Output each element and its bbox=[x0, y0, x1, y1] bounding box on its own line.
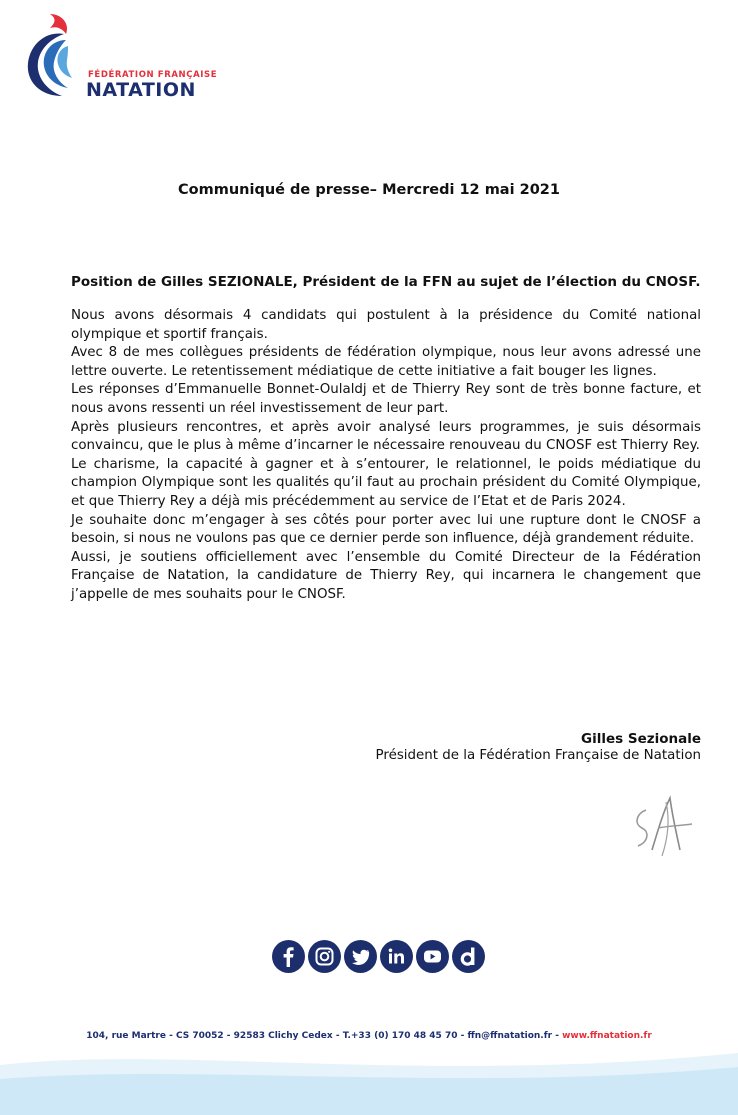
body-text bbox=[71, 307, 701, 605]
footer-contact bbox=[0, 1031, 738, 1041]
social-links bbox=[272, 940, 485, 976]
paragraph: Je souhaite donc m’engager à ses côtés pour porter avec lui une rupture dont le CNOSF a besoin, si nous ne voulons pas que ce dernier perde son influence, déjà grandement réduite. bbox=[71, 512, 701, 547]
footer-address: 104, rue Martre - CS 70052 - 92583 Clichy Cedex - T.+33 (0) 170 48 45 70 - ffn@ffnatation.fr - bbox=[86, 1031, 563, 1041]
footer-wave bbox=[0, 1045, 738, 1115]
paragraph: Aussi, je soutiens officiellement avec l’ensemble du Comité Directeur de la Fédération Française de Natation, la candidature de Thierry Rey, qui incarnera le changement que j’appelle de mes souhaits pour le CNOSF. bbox=[71, 549, 701, 602]
handwritten-signature bbox=[618, 780, 708, 875]
signatory-name: Gilles Sezionale bbox=[581, 731, 701, 747]
paragraph: Avec 8 de mes collègues présidents de fédération olympique, nous leur avons adressé une lettre ouverte. Le retentissement médiatique de cette initiative a fait bouger les lignes. bbox=[71, 345, 701, 379]
headline: Position de Gilles SEZIONALE, Président de la FFN au sujet de l’élection du CNOSF. bbox=[71, 274, 701, 290]
linkedin-icon[interactable] bbox=[380, 940, 413, 973]
instagram-icon[interactable] bbox=[308, 940, 341, 973]
signatory-role: Président de la Fédération Française de Natation bbox=[375, 748, 701, 763]
youtube-icon[interactable] bbox=[416, 940, 449, 973]
logo-org-line: FÉDÉRATION FRANÇAISE bbox=[88, 70, 218, 80]
logo-name: NATATION bbox=[86, 79, 196, 101]
footer-website-link[interactable]: www.ffnatation.fr bbox=[562, 1031, 652, 1041]
paragraph: Nous avons désormais 4 candidats qui postulent à la présidence du Comité national olympique et sportif français. bbox=[71, 308, 701, 342]
ffn-logo bbox=[22, 12, 218, 101]
press-release-title: Communiqué de presse– Mercredi 12 mai 2021 bbox=[178, 182, 560, 198]
swimmer-wave-icon bbox=[22, 12, 92, 98]
paragraph: Les réponses d’Emmanuelle Bonnet-Oulaldj et de Thierry Rey sont de très bonne facture, et nous avons ressenti un réel investissement de leur part. bbox=[71, 382, 701, 416]
paragraph: Le charisme, la capacité à gagner et à s’entourer, le relationnel, le poids médiatique du champion Olympique sont les qualités qu’il faut au prochain président du Comité Olympique, et que Thierry Rey a déjà mis précédemment au service de l’Etat et de Paris 2024. bbox=[71, 456, 701, 509]
dailymotion-icon[interactable] bbox=[452, 940, 485, 973]
facebook-icon[interactable] bbox=[272, 940, 305, 973]
paragraph: Après plusieurs rencontres, et après avoir analysé leurs programmes, je suis désormais convaincu, que le plus à même d’incarner le nécessaire renouveau du CNOSF est Thierry Rey. bbox=[71, 419, 701, 454]
twitter-icon[interactable] bbox=[344, 940, 377, 973]
